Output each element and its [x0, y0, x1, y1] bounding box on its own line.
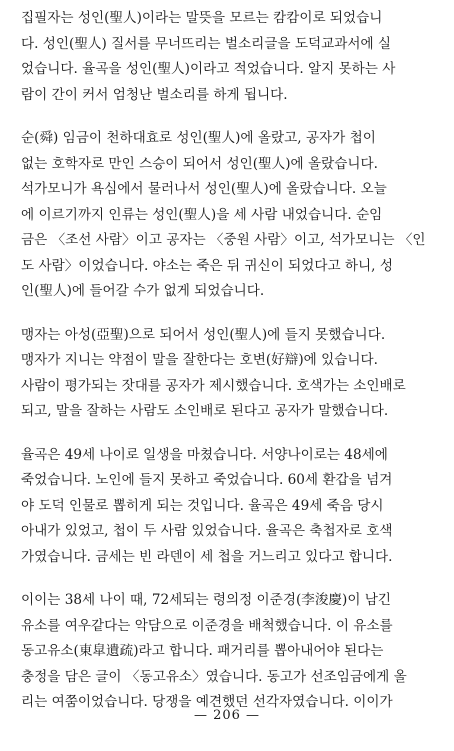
text-line: 다. 성인(聖人) 질서를 무너뜨리는 벌소리글을 도덕교과서에 실 — [21, 35, 392, 52]
text-line: 집필자는 성인(聖人)이라는 말뜻을 모르는 캄캄이로 되었습니 — [21, 10, 383, 26]
text-line: 맹자가 지니는 약점이 말을 잘한다는 호변(好辯)에 있습니다. — [21, 352, 378, 368]
body-text — [21, 6, 437, 716]
page-number: — 206 — — [193, 708, 261, 723]
text-line: 되고, 말을 잘하는 사람도 소인배로 된다고 공자가 말했습니다. — [21, 403, 389, 419]
paragraph-2 — [21, 126, 437, 305]
text-line: 석가모니가 욕심에서 물러나서 성인(聖人)에 올랐습니다. 오늘 — [21, 181, 387, 197]
paragraph-5 — [21, 588, 437, 716]
text-line: 에 이르기까지 인류는 성인(聖人)을 세 사람 내었습니다. 순임 — [21, 206, 383, 223]
text-line: 이이는 38세 나이 때, 72세되는 령의정 이준경(李浚慶)이 남긴 — [21, 592, 392, 608]
text-line: 충정을 담은 글이 〈동고유소〉였습니다. 동고가 선조임금에게 올 — [21, 668, 407, 685]
text-line: 가였습니다. 금세는 빈 라덴이 세 첩을 거느리고 있다고 합니다. — [21, 548, 393, 565]
paragraph-3 — [21, 323, 437, 425]
text-line: 맹자는 아성(亞聖)으로 되어서 성인(聖人)에 들지 못했습니다. — [21, 326, 386, 343]
text-line: 었습니다. 율곡을 성인(聖人)이라고 적었습니다. 알지 못하는 사 — [21, 61, 396, 77]
text-line: 없는 호학자로 만인 스승이 되어서 성인(聖人)에 올랐습니다. — [21, 155, 378, 172]
text-line: 인(聖人)에 들어갈 수가 없게 되었습니다. — [21, 283, 265, 299]
text-line: 도 사람〉이었습니다. 야소는 죽은 뒤 귀신이 되었다고 하니, 성 — [21, 257, 393, 274]
paragraph-1 — [21, 6, 437, 108]
paragraph-4 — [21, 443, 437, 571]
text-line: 죽었습니다. 노인에 들지 못하고 죽었습니다. 60세 환갑을 넘겨 — [21, 472, 393, 488]
text-line: 유소를 여우같다는 악담으로 이준경을 배척했습니다. 이 유소를 — [21, 617, 393, 634]
text-line: 금은 〈조선 사람〉이고 공자는 〈중원 사람〉이고, 석가모니는 〈인 — [21, 232, 426, 248]
text-line: 동고유소(東皐遺疏)라고 합니다. 패거리를 뽑아내어야 된다는 — [21, 643, 384, 659]
text-line: 리는 여쭘이었습니다. 당쟁을 예견했던 선각자였습니다. 이이가 — [21, 694, 393, 710]
text-line: 야 도덕 인물로 뽑히게 되는 것입니다. 율곡은 49세 죽음 당시 — [21, 497, 384, 514]
text-line: 아내가 있었고, 첩이 두 사람 있었습니다. 율곡은 축첩자로 호색 — [21, 523, 393, 539]
text-line: 람이 간이 커서 엄청난 벌소리를 하게 됩니다. — [21, 86, 288, 103]
text-line: 사람이 평가되는 잣대를 공자가 제시했습니다. 호색가는 소인배로 — [21, 377, 406, 394]
text-line: 순(舜) 임금이 천하대효로 성인(聖人)에 올랐고, 공자가 첩이 — [21, 130, 376, 146]
text-line: 율곡은 49세 나이로 일생을 마쳤습니다. 서양나이로는 48세에 — [21, 446, 388, 463]
